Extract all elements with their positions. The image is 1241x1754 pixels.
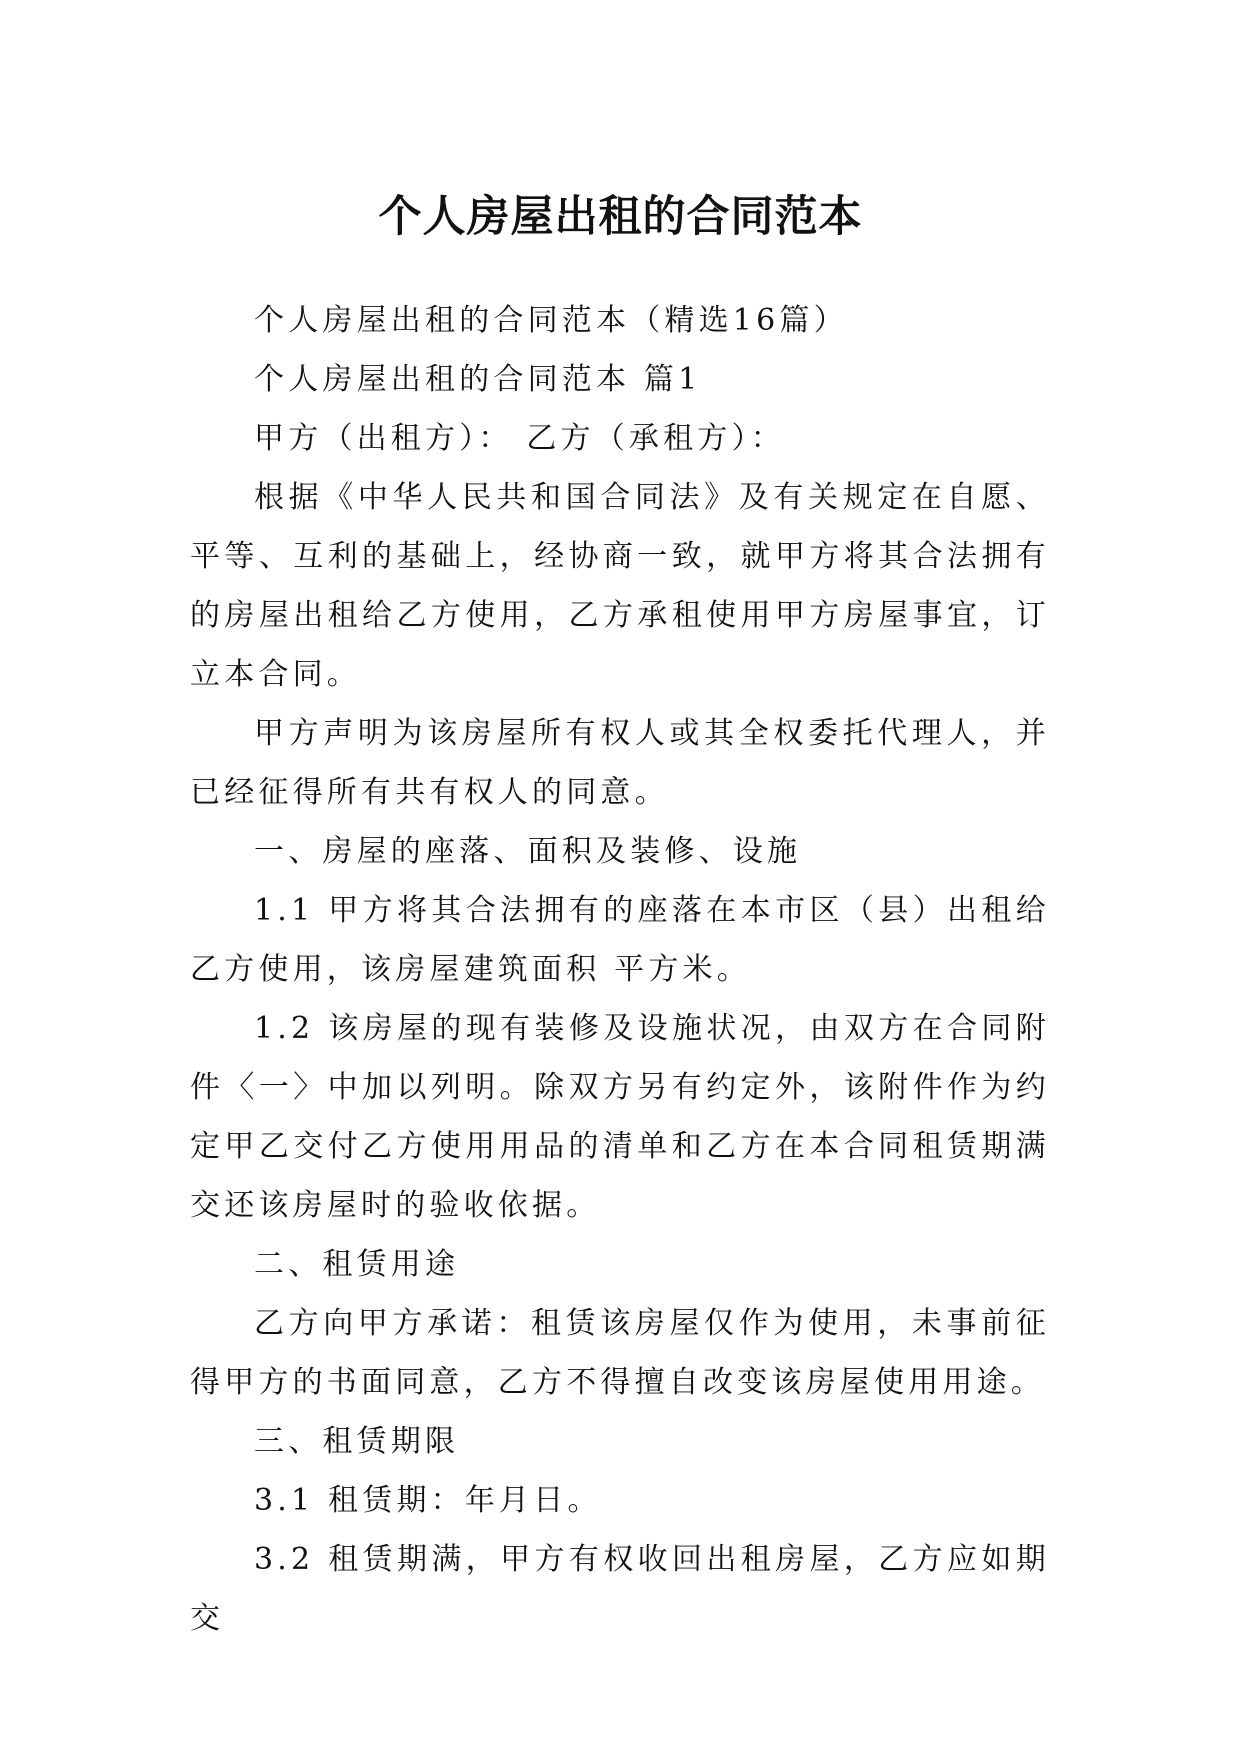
clause-heading-2: 二、租赁用途	[254, 1247, 460, 1282]
clause-2-text: 乙方向甲方承诺：租赁该房屋仅作为使用，未事前征得甲方的书面同意，乙方不得擅自改变该房屋使用用途。	[190, 1306, 1050, 1400]
clause-1-1: 1.1 甲方将其合法拥有的座落在本市区（县）出租给乙方使用，该房屋建筑面积 平方米。	[190, 893, 1050, 987]
paragraph-preamble: 根据《中华人民共和国合同法》及有关规定在自愿、平等、互利的基础上，经协商一致，就甲方将其合法拥有的房屋出租给乙方使用，乙方承租使用甲方房屋事宜，订立本合同。	[190, 480, 1050, 692]
clause-heading-1: 一、房屋的座落、面积及装修、设施	[254, 834, 802, 869]
paragraph-subtitle: 个人房屋出租的合同范本（精选16篇）	[254, 303, 848, 338]
clause-heading-3: 三、租赁期限	[254, 1424, 460, 1459]
document-title: 个人房屋出租的合同范本	[378, 191, 863, 242]
clause-3-2: 3.2 租赁期满，甲方有权收回出租房屋，乙方应如期交	[190, 1542, 1050, 1636]
paragraph-parties: 甲方（出租方）： 乙方（承租方）：	[254, 421, 785, 456]
clause-3-1: 3.1 租赁期：年月日。	[254, 1483, 602, 1518]
paragraph-declaration: 甲方声明为该房屋所有权人或其全权委托代理人，并已经征得所有共有权人的同意。	[190, 716, 1050, 810]
clause-1-2: 1.2 该房屋的现有装修及设施状况，由双方在合同附件〈一〉中加以列明。除双方另有约定外，该附件作为约定甲乙交付乙方使用用品的清单和乙方在本合同租赁期满交还该房屋时的验收依据。	[190, 1011, 1050, 1223]
document-body	[190, 291, 1050, 1648]
paragraph-section-heading: 个人房屋出租的合同范本 篇1	[254, 362, 702, 397]
